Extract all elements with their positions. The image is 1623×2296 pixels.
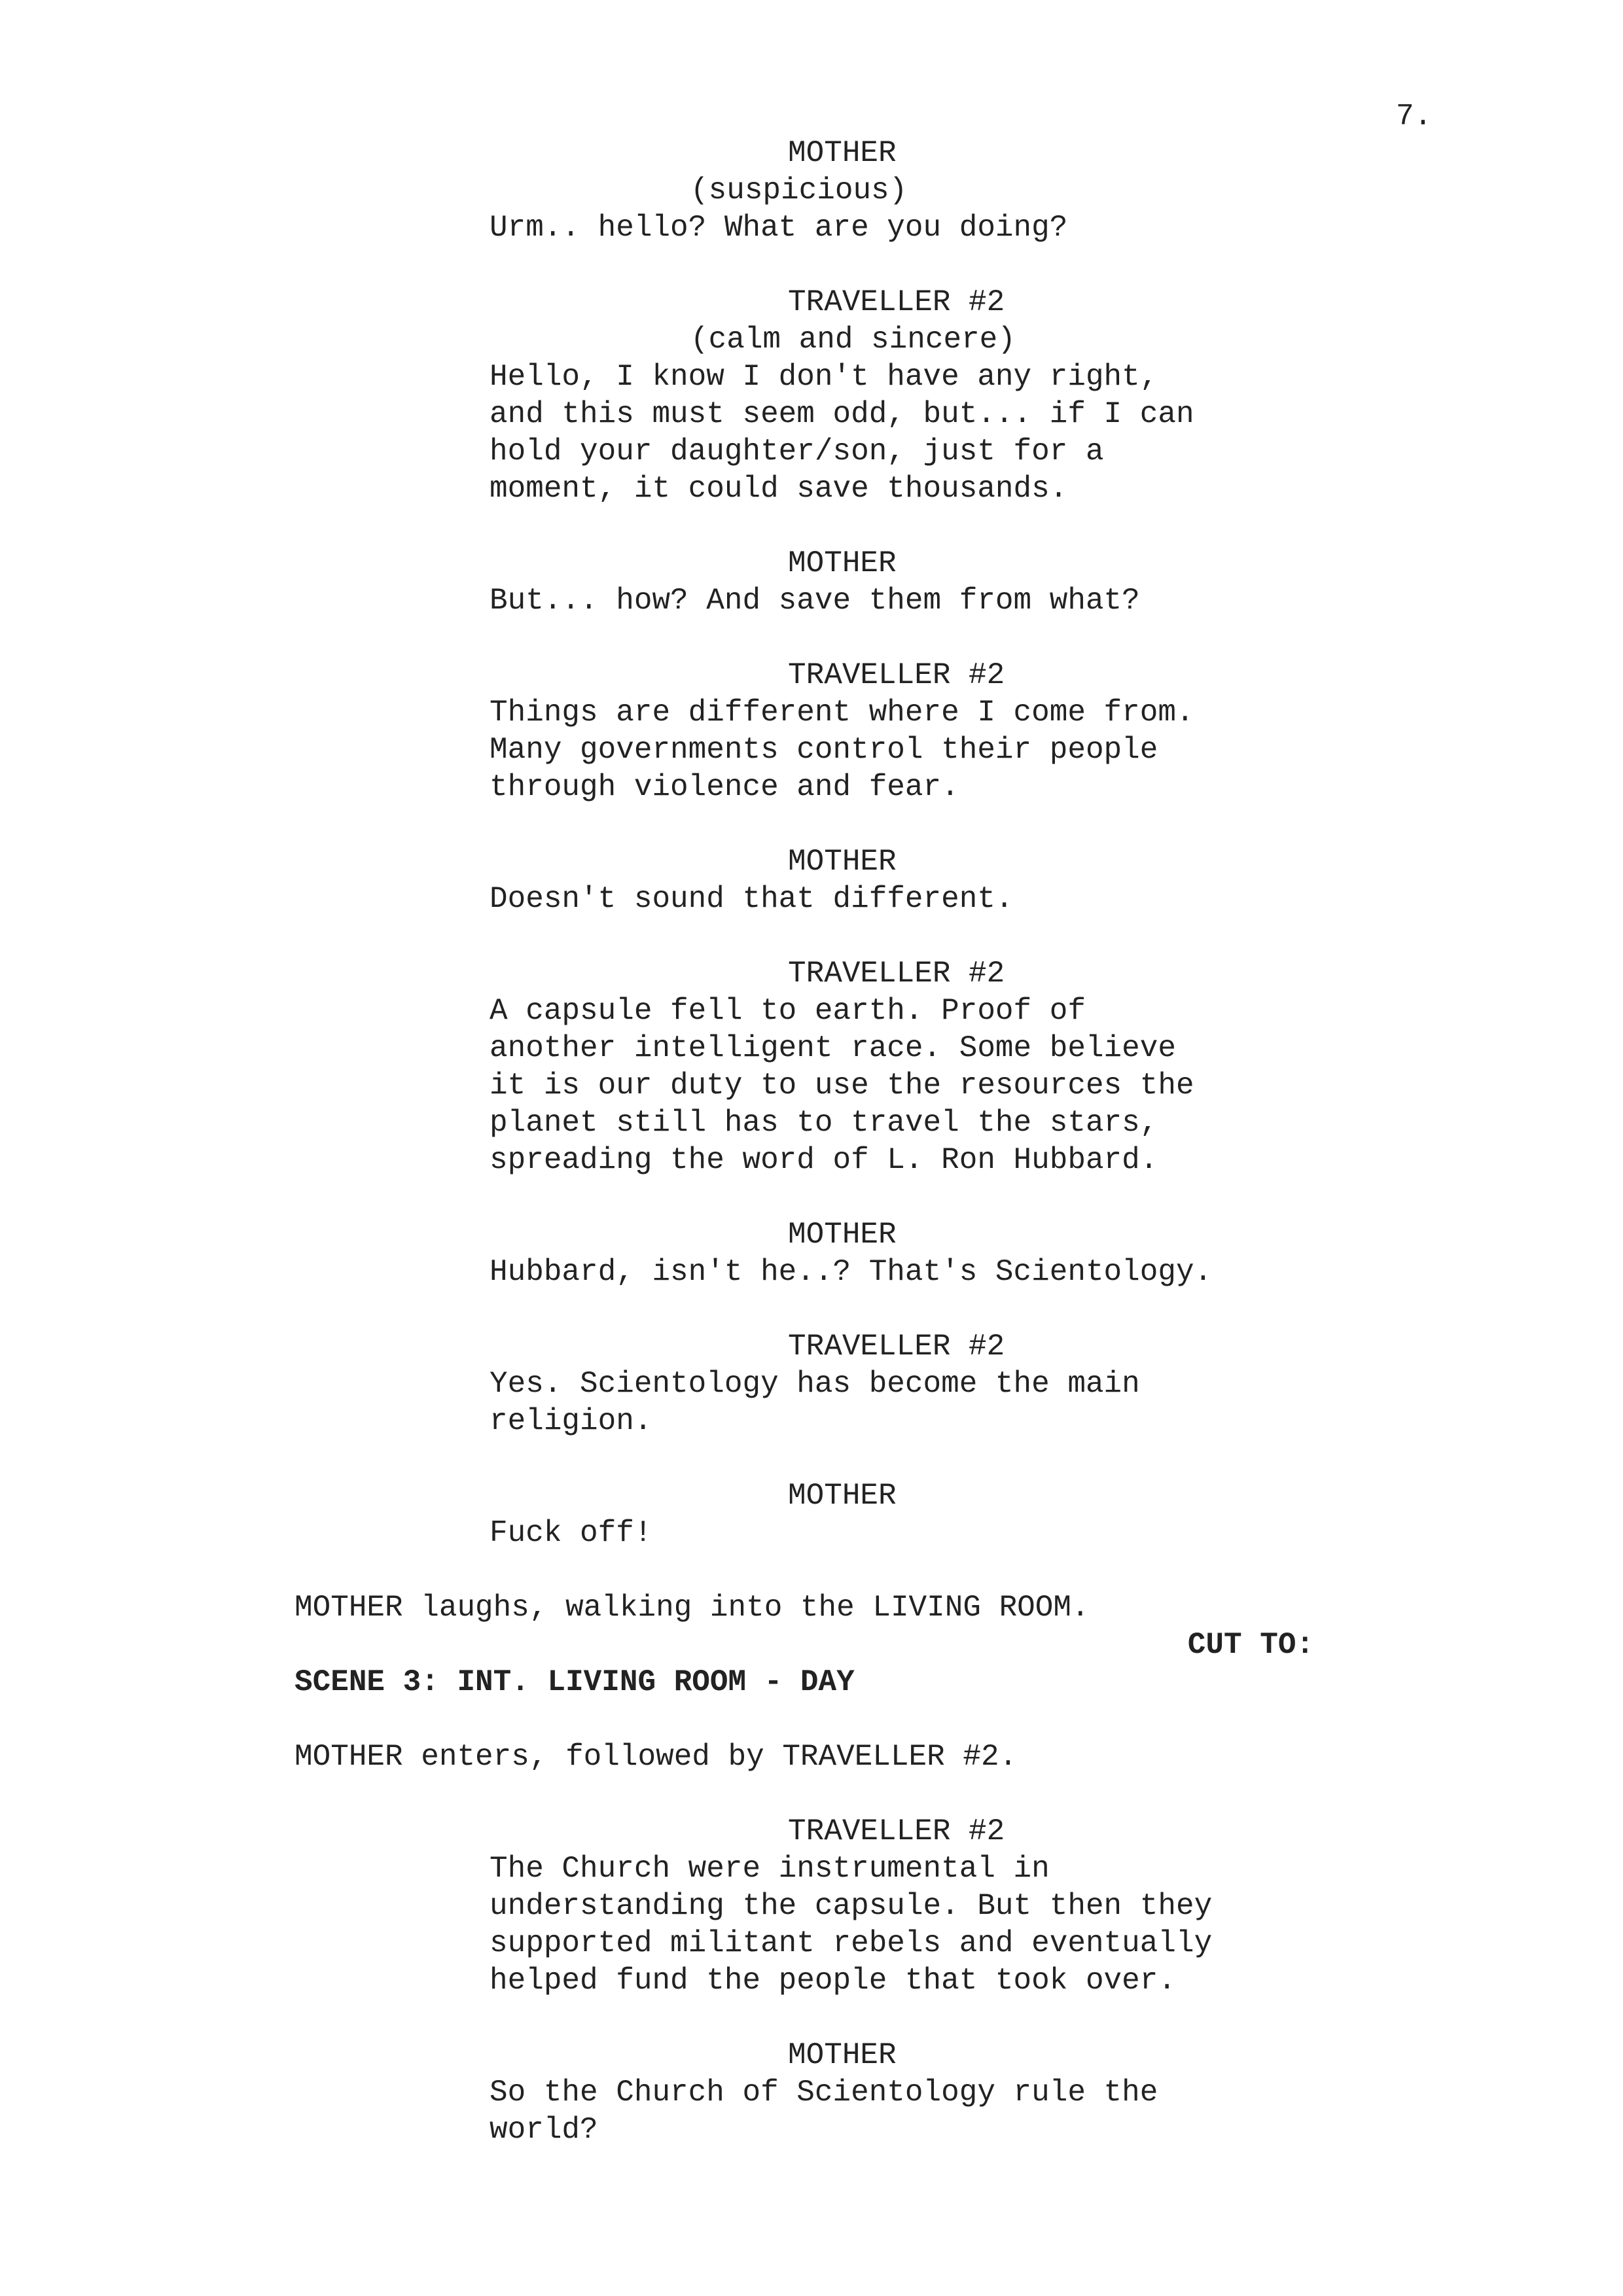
dialogue-line: Urm.. hello? What are you doing? xyxy=(490,211,1068,245)
dialogue-line: Fuck off! xyxy=(490,1516,652,1550)
dialogue-line: But... how? And save them from what? xyxy=(490,584,1140,618)
action-line: MOTHER enters, followed by TRAVELLER #2. xyxy=(294,1740,1018,1774)
character-name: TRAVELLER #2 xyxy=(788,658,1005,692)
dialogue-line: Hubbard, isn't he..? That's Scientology. xyxy=(490,1255,1213,1289)
parenthetical: (calm and sincere) xyxy=(690,323,1016,357)
dialogue-line: A capsule fell to earth. Proof of xyxy=(490,994,1086,1028)
dialogue-line: moment, it could save thousands. xyxy=(490,472,1068,506)
character-name: TRAVELLER #2 xyxy=(788,1814,1005,1848)
character-name: TRAVELLER #2 xyxy=(788,285,1005,319)
character-name: TRAVELLER #2 xyxy=(788,957,1005,991)
action-line: MOTHER laughs, walking into the LIVING ROOM. xyxy=(294,1591,1090,1625)
character-name: MOTHER xyxy=(788,1218,897,1252)
character-name: MOTHER xyxy=(788,2038,897,2072)
scene-heading: SCENE 3: INT. LIVING ROOM - DAY xyxy=(294,1665,855,1699)
dialogue-line: planet still has to travel the stars, xyxy=(490,1106,1158,1140)
dialogue-line: world? xyxy=(490,2113,598,2147)
character-name: MOTHER xyxy=(788,136,897,170)
dialogue-line: Doesn't sound that different. xyxy=(490,882,1014,916)
dialogue-line: So the Church of Scientology rule the xyxy=(490,2075,1158,2110)
dialogue-line: another intelligent race. Some believe xyxy=(490,1031,1176,1065)
character-name: MOTHER xyxy=(788,546,897,580)
dialogue-line: spreading the word of L. Ron Hubbard. xyxy=(490,1143,1158,1177)
dialogue-line: Many governments control their people xyxy=(490,733,1158,767)
parenthetical: (suspicious) xyxy=(690,173,908,207)
dialogue-line: understanding the capsule. But then they xyxy=(490,1889,1213,1923)
dialogue-line: helped fund the people that took over. xyxy=(490,1964,1176,1998)
dialogue-line: and this must seem odd, but... if I can xyxy=(490,397,1194,431)
transition: CUT TO: xyxy=(1187,1628,1315,1662)
character-name: MOTHER xyxy=(788,1479,897,1513)
dialogue-line: Hello, I know I don't have any right, xyxy=(490,360,1158,394)
dialogue-line: hold your daughter/son, just for a xyxy=(490,434,1104,468)
dialogue-line: it is our duty to use the resources the xyxy=(490,1069,1194,1103)
dialogue-line: through violence and fear. xyxy=(490,770,959,804)
dialogue-line: supported militant rebels and eventually xyxy=(490,1926,1213,1960)
page-number: 7. xyxy=(1396,99,1433,133)
character-name: MOTHER xyxy=(788,845,897,879)
dialogue-line: Yes. Scientology has become the main xyxy=(490,1367,1140,1401)
dialogue-line: Things are different where I come from. xyxy=(490,696,1194,730)
dialogue-line: The Church were instrumental in xyxy=(490,1852,1050,1886)
dialogue-line: religion. xyxy=(490,1404,652,1438)
character-name: TRAVELLER #2 xyxy=(788,1330,1005,1364)
